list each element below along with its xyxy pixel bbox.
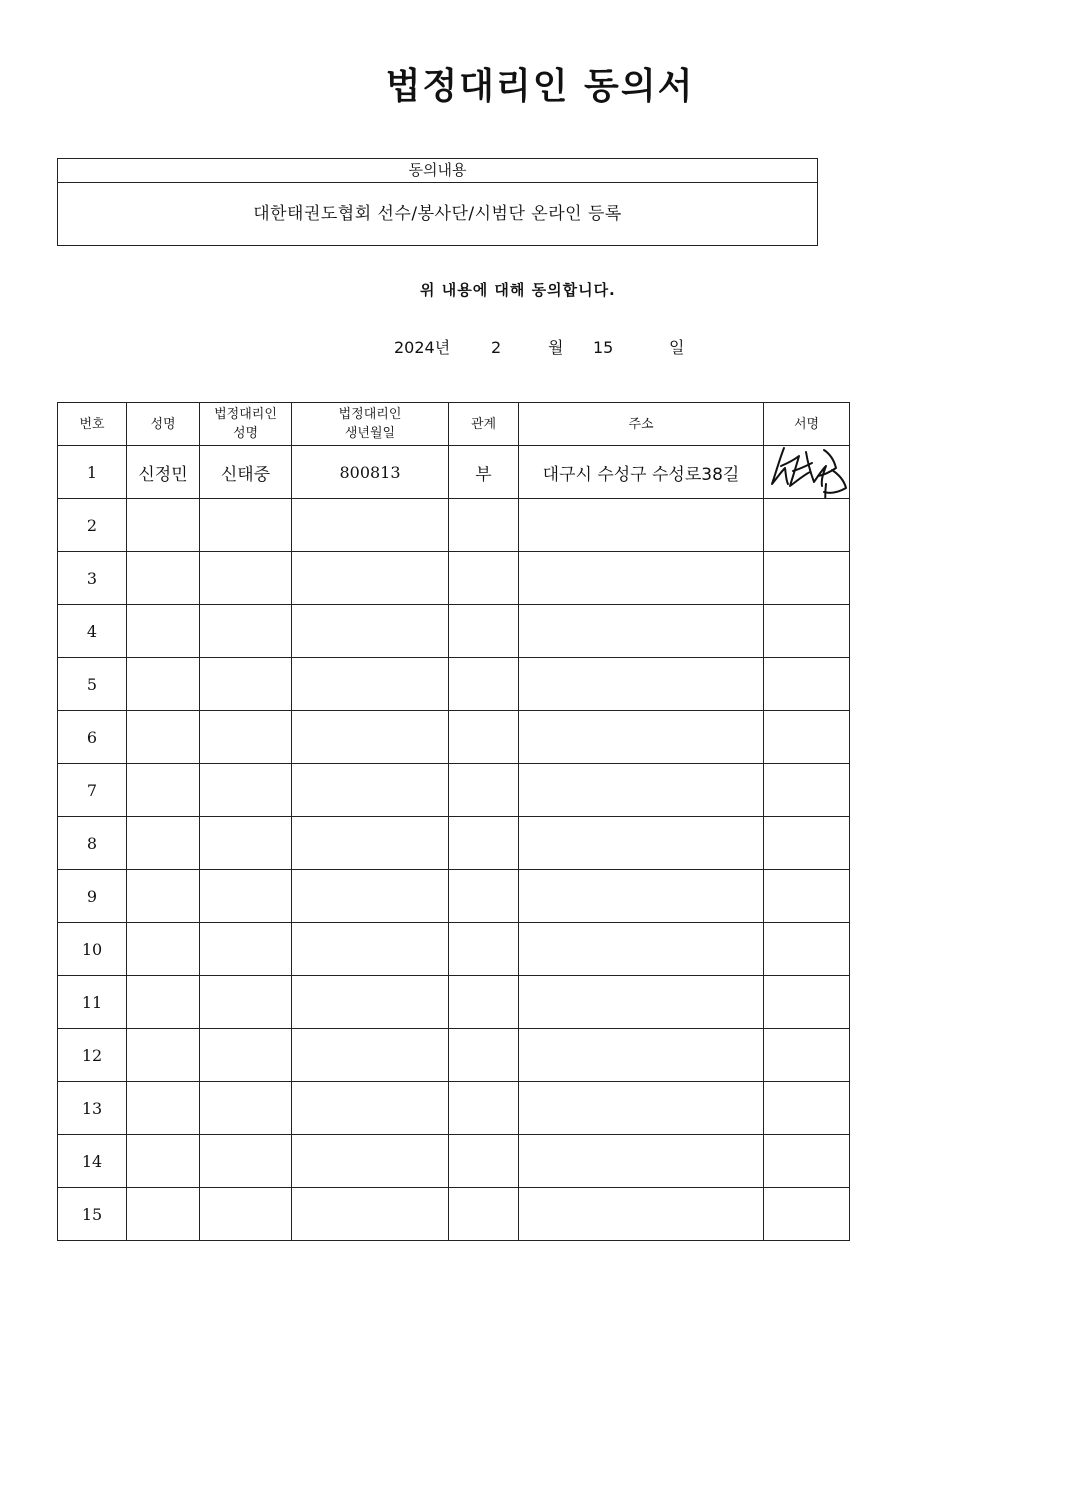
cell-address <box>519 658 764 711</box>
cell-relation <box>449 976 519 1029</box>
cell-no: 14 <box>58 1135 127 1188</box>
cell-guardian-birth <box>292 1082 449 1135</box>
cell-name <box>127 552 200 605</box>
cell-address <box>519 499 764 552</box>
consent-header: 동의내용 <box>58 159 817 183</box>
cell-address <box>519 711 764 764</box>
cell-guardian-name <box>200 1188 292 1241</box>
guardian-table <box>57 402 850 1241</box>
cell-no: 3 <box>58 552 127 605</box>
cell-address <box>519 605 764 658</box>
cell-relation <box>449 499 519 552</box>
cell-name <box>127 1029 200 1082</box>
cell-name <box>127 817 200 870</box>
page-title: 법정대리인 동의서 <box>385 66 695 107</box>
table-row <box>58 1082 850 1135</box>
cell-no: 15 <box>58 1188 127 1241</box>
agreement-statement: 위 내용에 대해 동의합니다. <box>420 281 616 299</box>
cell-relation: 부 <box>449 446 519 499</box>
cell-name <box>127 499 200 552</box>
table-row <box>58 1029 850 1082</box>
table-header-row <box>58 403 850 446</box>
cell-signature <box>764 870 850 923</box>
cell-signature <box>764 552 850 605</box>
cell-no: 8 <box>58 817 127 870</box>
header-address: 주소 <box>519 403 764 446</box>
cell-address <box>519 976 764 1029</box>
header-guardian-birth-line2: 생년월일 <box>344 426 396 441</box>
cell-name <box>127 870 200 923</box>
header-name: 성명 <box>127 403 200 446</box>
cell-signature <box>764 976 850 1029</box>
cell-guardian-name <box>200 711 292 764</box>
cell-guardian-name <box>200 499 292 552</box>
cell-signature <box>764 499 850 552</box>
cell-guardian-birth <box>292 870 449 923</box>
cell-guardian-birth <box>292 923 449 976</box>
cell-address <box>519 1029 764 1082</box>
table-row <box>58 870 850 923</box>
cell-signature <box>764 711 850 764</box>
cell-signature <box>764 446 850 499</box>
date-month-value: 2 <box>491 338 502 357</box>
cell-guardian-name <box>200 817 292 870</box>
cell-signature <box>764 605 850 658</box>
cell-guardian-birth <box>292 976 449 1029</box>
cell-relation <box>449 658 519 711</box>
cell-address <box>519 1188 764 1241</box>
cell-signature <box>764 1029 850 1082</box>
cell-name <box>127 711 200 764</box>
table-row <box>58 552 850 605</box>
cell-relation <box>449 923 519 976</box>
cell-name: 신정민 <box>127 446 200 499</box>
cell-relation <box>449 1135 519 1188</box>
cell-name <box>127 923 200 976</box>
table-row <box>58 1135 850 1188</box>
cell-guardian-birth <box>292 605 449 658</box>
cell-name <box>127 1135 200 1188</box>
cell-address <box>519 552 764 605</box>
cell-signature <box>764 1135 850 1188</box>
cell-guardian-birth <box>292 764 449 817</box>
cell-signature <box>764 764 850 817</box>
cell-guardian-name <box>200 552 292 605</box>
cell-guardian-name: 신태중 <box>200 446 292 499</box>
cell-no: 7 <box>58 764 127 817</box>
cell-no: 13 <box>58 1082 127 1135</box>
header-guardian-name-line2: 성명 <box>232 426 259 441</box>
cell-relation <box>449 870 519 923</box>
cell-relation <box>449 1082 519 1135</box>
cell-guardian-birth <box>292 499 449 552</box>
cell-guardian-name <box>200 764 292 817</box>
cell-signature <box>764 658 850 711</box>
cell-name <box>127 764 200 817</box>
cell-address: 대구시 수성구 수성로38길 <box>519 446 764 499</box>
cell-no: 9 <box>58 870 127 923</box>
cell-name <box>127 1188 200 1241</box>
cell-signature <box>764 1082 850 1135</box>
cell-no: 6 <box>58 711 127 764</box>
cell-no: 12 <box>58 1029 127 1082</box>
cell-guardian-birth <box>292 1135 449 1188</box>
cell-relation <box>449 817 519 870</box>
cell-address <box>519 1135 764 1188</box>
table-row <box>58 658 850 711</box>
header-guardian-name-line1: 법정대리인 <box>214 407 277 422</box>
cell-relation <box>449 552 519 605</box>
cell-name <box>127 976 200 1029</box>
table-row <box>58 923 850 976</box>
cell-signature <box>764 1188 850 1241</box>
table-row <box>58 976 850 1029</box>
cell-guardian-birth <box>292 552 449 605</box>
cell-guardian-birth <box>292 658 449 711</box>
cell-signature <box>764 923 850 976</box>
cell-no: 5 <box>58 658 127 711</box>
cell-no: 11 <box>58 976 127 1029</box>
consent-box <box>57 158 818 246</box>
cell-relation <box>449 764 519 817</box>
handwritten-signature <box>768 446 848 499</box>
date-year: 2024년 <box>394 338 451 357</box>
cell-no: 4 <box>58 605 127 658</box>
cell-guardian-birth <box>292 1029 449 1082</box>
table-row <box>58 605 850 658</box>
cell-address <box>519 817 764 870</box>
cell-guardian-name <box>200 923 292 976</box>
cell-guardian-name <box>200 658 292 711</box>
cell-guardian-birth: 800813 <box>292 446 449 499</box>
header-signature: 서명 <box>764 403 850 446</box>
consent-content: 대한태권도협회 선수/봉사단/시범단 온라인 등록 <box>253 204 622 224</box>
cell-guardian-name <box>200 605 292 658</box>
cell-address <box>519 870 764 923</box>
table-row <box>58 764 850 817</box>
cell-name <box>127 658 200 711</box>
cell-no: 2 <box>58 499 127 552</box>
cell-guardian-birth <box>292 1188 449 1241</box>
date-month-unit: 월 <box>548 338 564 357</box>
table-row <box>58 1188 850 1241</box>
table-row <box>58 499 850 552</box>
cell-relation <box>449 605 519 658</box>
header-guardian-birth <box>292 403 449 446</box>
table-row <box>58 446 850 499</box>
cell-relation <box>449 711 519 764</box>
header-relation: 관계 <box>449 403 519 446</box>
cell-guardian-name <box>200 870 292 923</box>
cell-relation <box>449 1029 519 1082</box>
cell-address <box>519 923 764 976</box>
header-no: 번호 <box>58 403 127 446</box>
cell-guardian-name <box>200 1082 292 1135</box>
cell-relation <box>449 1188 519 1241</box>
table-row <box>58 817 850 870</box>
cell-no: 10 <box>58 923 127 976</box>
cell-address <box>519 1082 764 1135</box>
cell-guardian-name <box>200 1029 292 1082</box>
cell-guardian-birth <box>292 817 449 870</box>
cell-name <box>127 605 200 658</box>
cell-name <box>127 1082 200 1135</box>
cell-guardian-birth <box>292 711 449 764</box>
cell-address <box>519 764 764 817</box>
cell-no: 1 <box>58 446 127 499</box>
header-guardian-birth-line1: 법정대리인 <box>338 407 402 422</box>
table-row <box>58 711 850 764</box>
header-guardian-name <box>200 403 292 446</box>
date-day-value: 15 <box>593 338 614 357</box>
cell-guardian-name <box>200 976 292 1029</box>
cell-guardian-name <box>200 1135 292 1188</box>
date-day-unit: 일 <box>669 338 685 357</box>
cell-signature <box>764 817 850 870</box>
